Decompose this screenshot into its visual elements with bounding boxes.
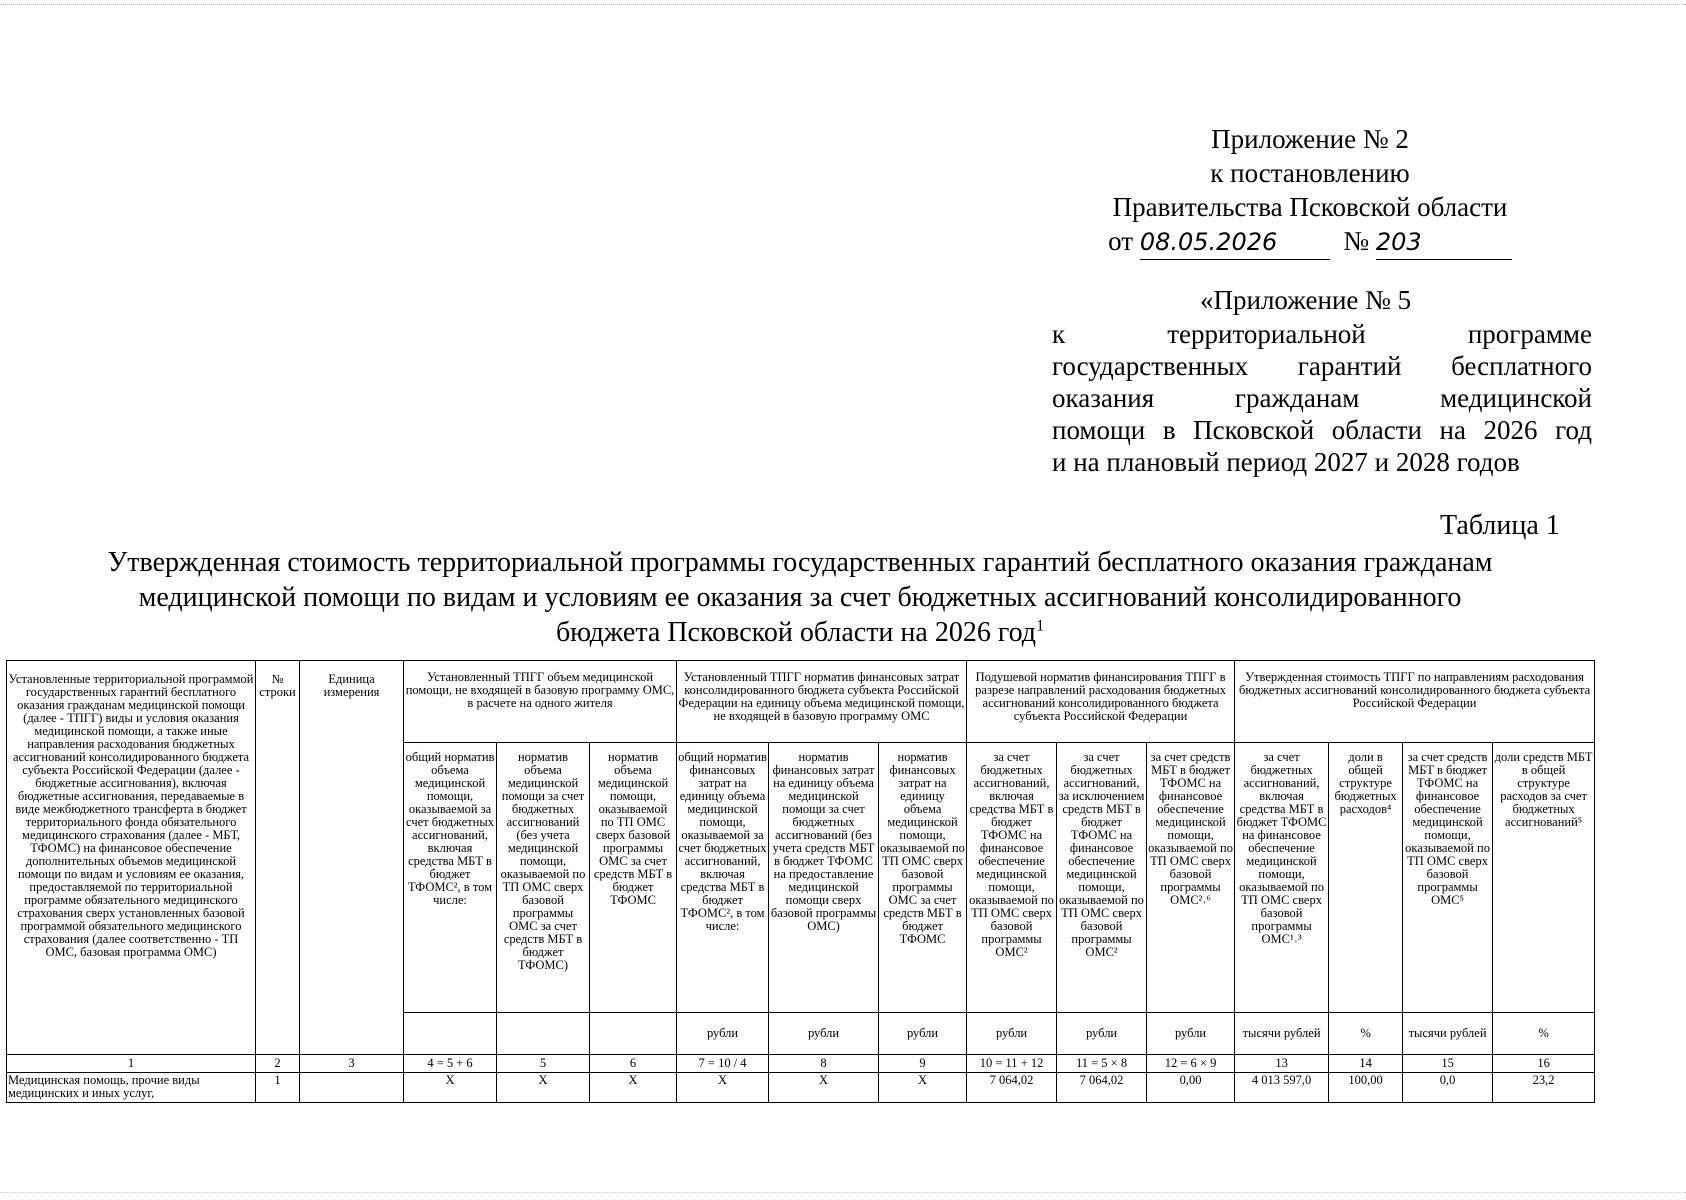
col-number: 1 xyxy=(7,1055,256,1073)
header-group-cost-norm: Установленный ТПГГ норматив финансовых затрат консолидированного бюджета субъекта Российской Федерации на единицу объема медицинской помощи, не входящей в базовую программу ОМС xyxy=(677,661,967,743)
col-number: 5 xyxy=(497,1055,590,1073)
appendix5-line: помощи в Псковской области на 2026 год xyxy=(1052,415,1592,445)
unit-cell: % xyxy=(1493,1013,1595,1055)
header-col-13: за счет бюджетных ассигнований, включая средства МБТ в бюджет ТФОМС на финансовое обеспечение медицинской помощи, оказываемой по ТП ОМС сверх базовой программы ОМС¹˒³ xyxy=(1235,743,1329,1013)
header-col-4: общий норматив объема медицинской помощи, оказываемой за счет бюджетных ассигнований, включая средства МБТ в бюджет ТФОМС², в том числе: xyxy=(404,743,497,1013)
header-unit: Единица измерения xyxy=(300,661,404,1055)
header-group-per-capita: Подушевой норматив финансирования ТПГГ в разрезе направлений расходования бюджетных ассигнований консолидированного бюджета субъекта Российской Федерации xyxy=(967,661,1235,743)
unit-cell: рубли xyxy=(879,1013,967,1055)
date-value: 08.05.2026 xyxy=(1139,228,1278,256)
table-label: Таблица 1 xyxy=(1440,510,1560,541)
number-value: 203 xyxy=(1375,228,1422,256)
row-cell: 7 064,02 xyxy=(967,1073,1057,1103)
table-row xyxy=(7,1073,1595,1103)
scan-edge-bottom xyxy=(0,1192,1686,1193)
row-cell: 1 xyxy=(256,1073,300,1103)
number-label: № xyxy=(1343,226,1370,256)
appendix-line-2: к постановлению xyxy=(1210,158,1410,188)
header-col-16: доли средств МБТ в общей структуре расходов за счет бюджетных ассигнований⁵ xyxy=(1493,743,1595,1013)
row-cell: 23,2 xyxy=(1493,1073,1595,1103)
col-number: 3 xyxy=(300,1055,404,1073)
appendix-date-line xyxy=(1070,224,1550,260)
appendix5-title: «Приложение № 5 xyxy=(1200,285,1412,315)
unit-empty xyxy=(497,1013,590,1055)
column-number-row xyxy=(7,1055,1595,1073)
col-number: 9 xyxy=(879,1055,967,1073)
row-cell: X xyxy=(769,1073,879,1103)
document-title xyxy=(10,545,1590,650)
unit-cell: рубли xyxy=(1147,1013,1235,1055)
header-col-11: за счет бюджетных ассигнований, за исключением средств МБТ в бюджет ТФОМС на финансовое обеспечение медицинской помощи, оказываемой по ТП ОМС сверх базовой программы ОМС² xyxy=(1057,743,1147,1013)
header-group-total-cost: Утвержденная стоимость ТПГГ по направлениям расходования бюджетных ассигнований консолидированного бюджета субъекта Российской Федерации xyxy=(1235,661,1595,743)
appendix-line-3: Правительства Псковской области xyxy=(1112,192,1508,222)
unit-cell: рубли xyxy=(967,1013,1057,1055)
header-row-number: № строки xyxy=(256,661,300,1055)
row-cell: 100,00 xyxy=(1329,1073,1403,1103)
col-number: 4 = 5 + 6 xyxy=(404,1055,497,1073)
from-label: от xyxy=(1108,226,1134,256)
title-line xyxy=(10,615,1590,650)
header-col-8: норматив финансовых затрат на единицу объема медицинской помощи за счет бюджетных ассигнований (без учета средств МБТ в бюджет ТФОМС на предоставление медицинской помощи сверх базовой программы ОМС) xyxy=(769,743,879,1013)
col-number: 15 xyxy=(1403,1055,1493,1073)
unit-cell: тысячи рублей xyxy=(1235,1013,1329,1055)
appendix5-line: государственных гарантий бесплатного xyxy=(1052,351,1592,381)
header-col-14: доли в общей структуре бюджетных расходов⁴ xyxy=(1329,743,1403,1013)
unit-cell: % xyxy=(1329,1013,1403,1055)
row-cell: X xyxy=(404,1073,497,1103)
appendix5-line: и на плановый период 2027 и 2028 годов xyxy=(1052,447,1520,477)
date-field xyxy=(1140,224,1330,260)
title-line: Утвержденная стоимость территориальной программы государственных гарантий бесплатного оказания гражданам xyxy=(107,547,1493,578)
col-number: 6 xyxy=(590,1055,677,1073)
title-footnote: 1 xyxy=(1036,617,1045,635)
header-col-10: за счет бюджетных ассигнований, включая средства МБТ в бюджет ТФОМС на финансовое обеспечение медицинской помощи, оказываемой по ТП ОМС сверх базовой программы ОМС² xyxy=(967,743,1057,1013)
row-cell: 4 013 597,0 xyxy=(1235,1073,1329,1103)
unit-empty xyxy=(590,1013,677,1055)
col-number: 7 = 10 / 4 xyxy=(677,1055,769,1073)
appendix5-line: к территориальной программе xyxy=(1052,319,1592,349)
col-number: 8 xyxy=(769,1055,879,1073)
col-number: 12 = 6 × 9 xyxy=(1147,1055,1235,1073)
header-row-groups xyxy=(7,661,1595,743)
scan-edge-top xyxy=(0,4,1686,5)
title-line: медицинской помощи по видам и условиям ее оказания за счет бюджетных ассигнований консолидированного xyxy=(138,582,1462,613)
header-col-15: за счет средств МБТ в бюджет ТФОМС на финансовое обеспечение медицинской помощи, оказываемой по ТП ОМС сверх базовой программы ОМС⁵ xyxy=(1403,743,1493,1013)
header-col-9: норматив финансовых затрат на единицу объема медицинской помощи, оказываемой по ТП ОМС сверх базовой программы ОМС за счет средств МБТ в бюджет ТФОМС xyxy=(879,743,967,1013)
unit-cell: рубли xyxy=(769,1013,879,1055)
number-field xyxy=(1376,224,1512,260)
row-cell: X xyxy=(590,1073,677,1103)
unit-cell: рубли xyxy=(1057,1013,1147,1055)
cost-table xyxy=(6,660,1595,1103)
row-cell: X xyxy=(879,1073,967,1103)
unit-cell: тысячи рублей xyxy=(1403,1013,1493,1055)
row-cell: 7 064,02 xyxy=(1057,1073,1147,1103)
row-cell: 0,0 xyxy=(1403,1073,1493,1103)
col-number: 16 xyxy=(1493,1055,1595,1073)
row-label: Медицинская помощь, прочие виды медицинских и иных услуг, xyxy=(7,1073,256,1103)
unit-empty xyxy=(404,1013,497,1055)
row-cell: 0,00 xyxy=(1147,1073,1235,1103)
header-col-7: общий норматив финансовых затрат на единицу объема медицинской помощи, оказываемой за счет бюджетных ассигнований, включая средства МБТ в бюджет ТФОМС², в том числе: xyxy=(677,743,769,1013)
header-col-5: норматив объема медицинской помощи за счет бюджетных ассигнований (без учета медицинской помощи, оказываемой по ТП ОМС сверх базовой программы ОМС за счет средств МБТ в бюджет ТФОМС) xyxy=(497,743,590,1013)
row-cell xyxy=(300,1073,404,1103)
header-kinds: Установленные территориальной программой государственных гарантий бесплатного оказания гражданам медицинской помощи (далее - ТПГГ) виды и условия оказания медицинской помощи, а также иные направления расходования бюджетных ассигнований консолидированного бюджета субъекта Российской Федерации (далее - бюджетные ассигнования), включая бюджетные ассигнования, передаваемые в виде межбюджетного трансферта в бюджет территориального фонда обязательного медицинского страхования (далее - МБТ, ТФОМС) на финансовое обеспечение дополнительных объемов медицинской помощи по видам и условиям ее оказания, предоставляемой по территориальной программе обязательного медицинского страхования сверх установленных базовой программой обязательного медицинского страхования (далее соответственно - ТП ОМС, базовая программа ОМС) xyxy=(7,661,256,1055)
header-col-6: норматив объема медицинской помощи, оказываемой по ТП ОМС сверх базовой программы ОМС за счет средств МБТ в бюджет ТФОМС xyxy=(590,743,677,1013)
col-number: 11 = 5 × 8 xyxy=(1057,1055,1147,1073)
appendix-line-1: Приложение № 2 xyxy=(1211,124,1409,154)
row-cell: X xyxy=(677,1073,769,1103)
col-number: 2 xyxy=(256,1055,300,1073)
col-number: 14 xyxy=(1329,1055,1403,1073)
unit-cell: рубли xyxy=(677,1013,769,1055)
col-number: 10 = 11 + 12 xyxy=(967,1055,1057,1073)
header-group-volume: Установленный ТПГГ объем медицинской помощи, не входящей в базовую программу ОМС, в расчете на одного жителя xyxy=(404,661,677,743)
appendix5-body xyxy=(1052,318,1592,478)
col-number: 13 xyxy=(1235,1055,1329,1073)
row-cell: X xyxy=(497,1073,590,1103)
title-line-text: бюджета Псковской области на 2026 год xyxy=(555,617,1037,648)
header-col-12: за счет средств МБТ в бюджет ТФОМС на финансовое обеспечение медицинской помощи, оказываемой по ТП ОМС сверх базовой программы ОМС²˒⁶ xyxy=(1147,743,1235,1013)
appendix-header xyxy=(1070,122,1550,260)
appendix5-line: оказания гражданам медицинской xyxy=(1052,383,1592,413)
